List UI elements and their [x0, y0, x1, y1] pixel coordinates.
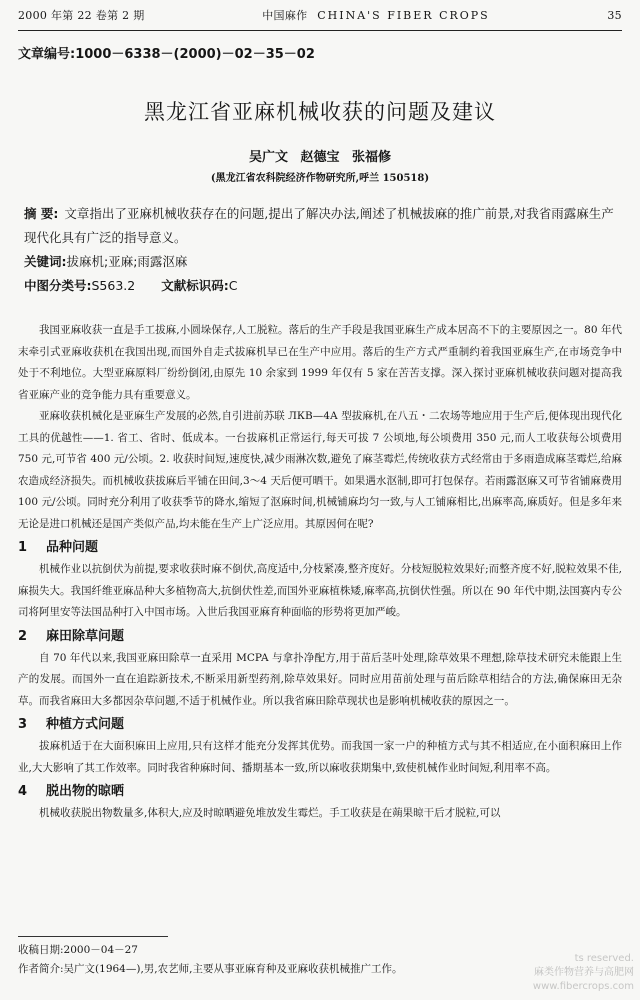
- site-watermark: [533, 952, 634, 994]
- classification-label: 中图分类号:: [24, 278, 92, 293]
- classification: [24, 274, 616, 298]
- section-number: 2: [18, 628, 28, 644]
- author-intro: 作者简介:吴广文(1964—),男,农艺师,主要从事亚麻育种及亚麻收获机械推广工作。: [18, 963, 403, 975]
- article-number: 文章编号:1000－6338－(2000)－02－35－02: [18, 47, 315, 62]
- section-heading-4: [18, 781, 622, 803]
- journal-name-en: CHINA'S FIBER CROPS: [317, 9, 490, 22]
- running-head: [18, 0, 622, 31]
- section-heading-2: [18, 626, 622, 648]
- journal-name-cn: 中国麻作: [262, 9, 308, 22]
- section-1-text: 机械作业以抗倒伏为前提,要求收获时麻不倒伏,高度适中,分枝紧凑,整齐度好。分枝短脱粒效果好;而整齐度不好,脱粒效果不佳,麻损失大。我国纤维亚麻品种大多植物高大,抗倒伏性差,而国外亚麻植株矮,麻率高,抗倒伏性强。所以在 90 年代中期,法国赛内专公司将阿里安等法国品种打入中国市场。入世后我国亚麻育种面临的形势将更加严峻。: [18, 563, 622, 618]
- abstract-label: 摘 要:: [24, 206, 59, 221]
- section-title: 种植方式问题: [46, 717, 125, 732]
- abstract: [24, 202, 616, 250]
- keywords-text: 拔麻机;亚麻;雨露沤麻: [66, 254, 188, 269]
- doc-code-label: 文献标识码:: [161, 278, 229, 293]
- section-number: 4: [18, 784, 28, 799]
- issue-info: 2000 年第 22 卷第 2 期: [18, 9, 145, 22]
- watermark-cn: 麻类作物营养与高肥网: [534, 967, 634, 978]
- watermark-rights: ts reserved.: [574, 953, 634, 964]
- section-title: 脱出物的晾晒: [46, 784, 125, 799]
- article-title: 黑龙江省亚麻机械收获的问题及建议: [144, 100, 496, 124]
- section-3-text: 拔麻机适于在大面积麻田上应用,只有这样才能充分发挥其优势。而我国一家一户的种植方式与其不相适应,在小面积麻田上作业,大大影响了其工作效率。同时我省种麻时间、播期基本一致,所以麻收获期集中,致使机械作业时间短,利用率不高。: [18, 740, 622, 774]
- keywords: [24, 250, 616, 274]
- received-date: 收稿日期:2000－04－27: [18, 944, 138, 956]
- journal-name: [262, 7, 490, 23]
- page-number: 35: [607, 8, 622, 22]
- section-heading-1: [18, 537, 622, 559]
- section-title: 麻田除草问题: [46, 628, 125, 644]
- section-number: 1: [18, 540, 28, 555]
- section-heading-3: [18, 714, 622, 736]
- doc-code-value: C: [228, 278, 238, 293]
- footnote-divider: [18, 936, 168, 937]
- section-number: 3: [18, 717, 28, 732]
- abstract-text: 文章指出了亚麻机械收获存在的问题,提出了解决办法,阐述了机械拔麻的推广前景,对我省雨露麻生产现代化具有广泛的指导意义。: [24, 206, 614, 245]
- section-title: 品种问题: [46, 540, 99, 555]
- authors: 吴广文 赵德宝 张福修: [248, 150, 392, 165]
- affiliation: (黑龙江省农科院经济作物研究所,呼兰 150518): [210, 173, 430, 184]
- section-2-text: 自 70 年代以来,我国亚麻田除草一直采用 MCPA 与拿扑净配方,用于苗后茎叶处理,除草效果不理想,除草技术研究未能跟上生产的发展。而国外一直在追踪新技术,不断采用新型药剂,除草效果好。同时应用苗前处理与苗后除草相结合的方法,确保麻田无杂草。而我省麻田大多都因杂草问题,不适于机械作业。所以我省麻田除草现状也是影响机械收获的原因之一。: [18, 651, 622, 707]
- section-4-text: 机械收获脱出物数量多,体积大,应及时晾晒避免堆放发生霉烂。手工收获是在蒴果晾干后才脱粒,可以: [39, 807, 501, 819]
- classification-value: S563.2: [91, 278, 136, 293]
- keywords-label: 关键词:: [24, 254, 67, 269]
- intro-paragraph-2: 亚麻收获机械化是亚麻生产发展的必然,自引进前苏联 ЛКВ—4А 型拔麻机,在八五・二农场等地应用于生产后,便体现出现代化工具的优越性——1. 省工、省时、低成本。一台拔麻机正常运行,每天可拔 7 公顷地,每公顷费用 350 元,而人工收获每公顷费用 750 元,可节省 400 元/公顷。2. 收获时间短,速度快,减少雨淋次数,避免了麻茎霉烂,传统收获方式经常由于多雨造成麻茎霉烂,给麻农造成经济损失。而机械收获拔麻后平铺在田间,3～4 天后便可晒干。如果遇水沤制,即可打包保存。若雨露沤麻又可节省铺麻费用 100 元/公顷。同时充分利用了收获季节的降水,缩短了沤麻时间,机械铺麻均匀一致,与人工铺麻相比,出麻率高,麻质好。但是多年来无论是进口机械还是国产类似产品,均未能在生产上广泛应用。其原因何在呢?: [18, 410, 622, 530]
- intro-paragraph-1: 我国亚麻收获一直是手工拔麻,小圆垛保存,人工脱粒。落后的生产手段是我国亚麻生产成本居高不下的主要原因之一。80 年代末牵引式亚麻收获机在我国出现,而国外自走式拔麻机早已在生产中应用。落后的生产方式严重制约着我国亚麻生产,在市场竞争中处于不利地位。大型亚麻原料厂纷纷倒闭,由原先 10 余家到 1999 年仅有 5 家在苦苦支撑。深入探讨亚麻机械收获问题对提高我省亚麻产业的竞争能力具有重要意义。: [18, 324, 622, 401]
- article-body: [18, 320, 622, 825]
- watermark-url: www.fibercrops.com: [532, 981, 634, 992]
- footnotes: [18, 941, 402, 979]
